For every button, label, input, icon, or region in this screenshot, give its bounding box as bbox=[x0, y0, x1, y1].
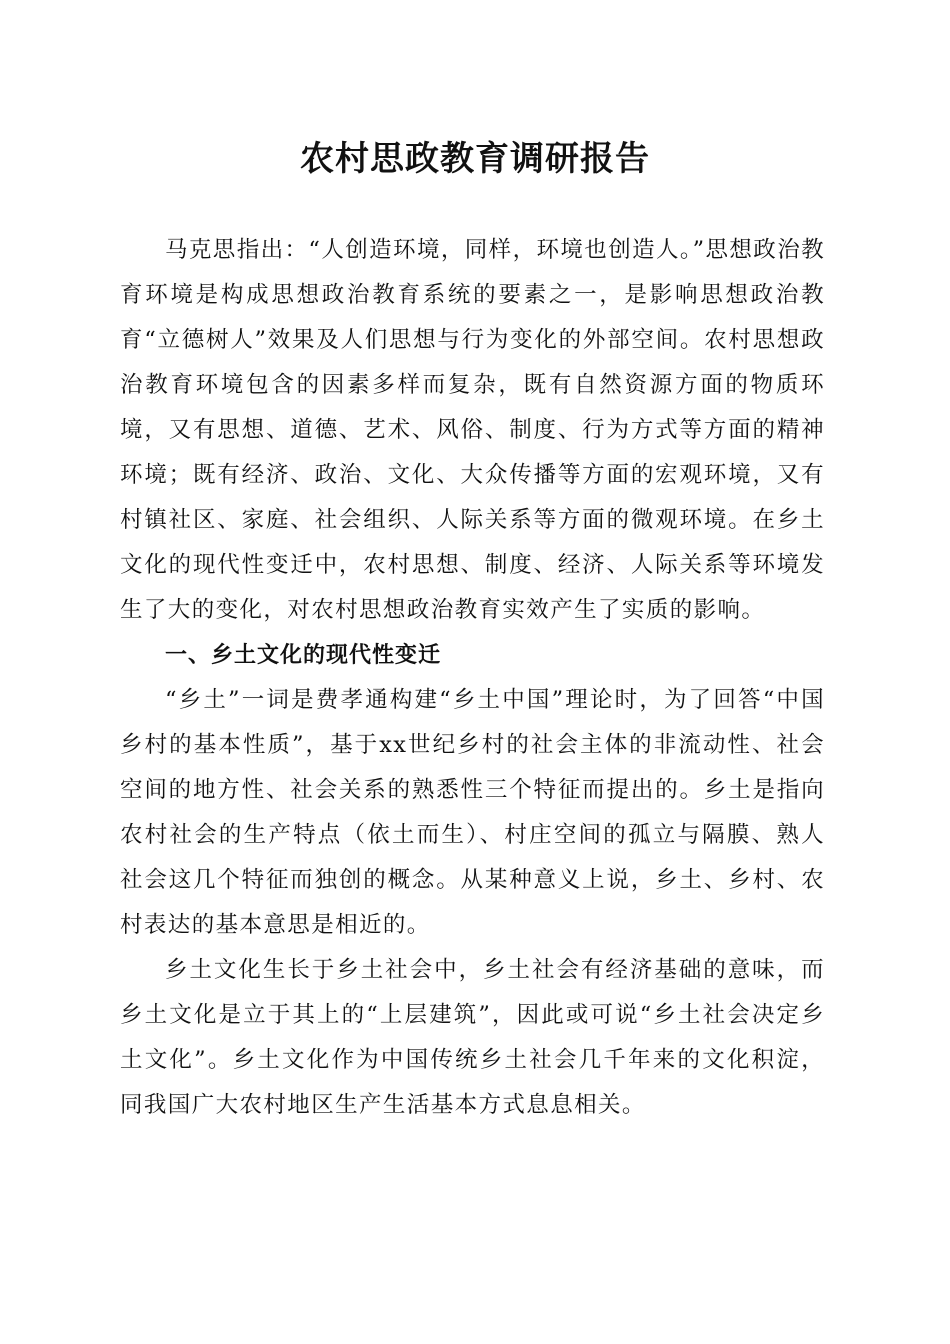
intro-paragraph: 马克思指出：“人创造环境，同样，环境也创造人。”思想政治教育环境是构成思想政治教育系统的要素之一，是影响思想政治教育“立德树人”效果及人们思想与行为变化的外部空间。农村思想政治教育环境包含的因素多样而复杂，既有自然资源方面的物质环境，又有思想、道德、艺术、风俗、制度、行为方式等方面的精神环境；既有经济、政治、文化、大众传播等方面的宏观环境，又有村镇社区、家庭、社会组织、人际关系等方面的微观环境。在乡土文化的现代性变迁中，农村思想、制度、经济、人际关系等环境发生了大的变化，对农村思想政治教育实效产生了实质的影响。 bbox=[120, 237, 825, 623]
section-1-paragraph-2: 乡土文化生长于乡土社会中，乡土社会有经济基础的意味，而乡土文化是立于其上的“上层建筑”，因此或可说“乡土社会决定乡土文化”。乡土文化作为中国传统乡土社会几千年来的文化积淀，同我国广大农村地区生产生活基本方式息息相关。 bbox=[120, 957, 825, 1118]
section-1-paragraph-1: “乡土”一词是费孝通构建“乡土中国”理论时，为了回答“中国乡村的基本性质”，基于xx世纪乡村的社会主体的非流动性、社会空间的地方性、社会关系的熟悉性三个特征而提出的。乡土是指向农村社会的生产特点（依土而生）、村庄空间的孤立与隔膜、熟人社会这几个特征而独创的概念。从某种意义上说，乡土、乡村、农村表达的基本意思是相近的。 bbox=[120, 687, 825, 938]
section-heading-1: 一、乡土文化的现代性变迁 bbox=[165, 643, 442, 668]
document-title: 农村思政教育调研报告 bbox=[300, 139, 650, 179]
document-body bbox=[120, 228, 825, 1128]
